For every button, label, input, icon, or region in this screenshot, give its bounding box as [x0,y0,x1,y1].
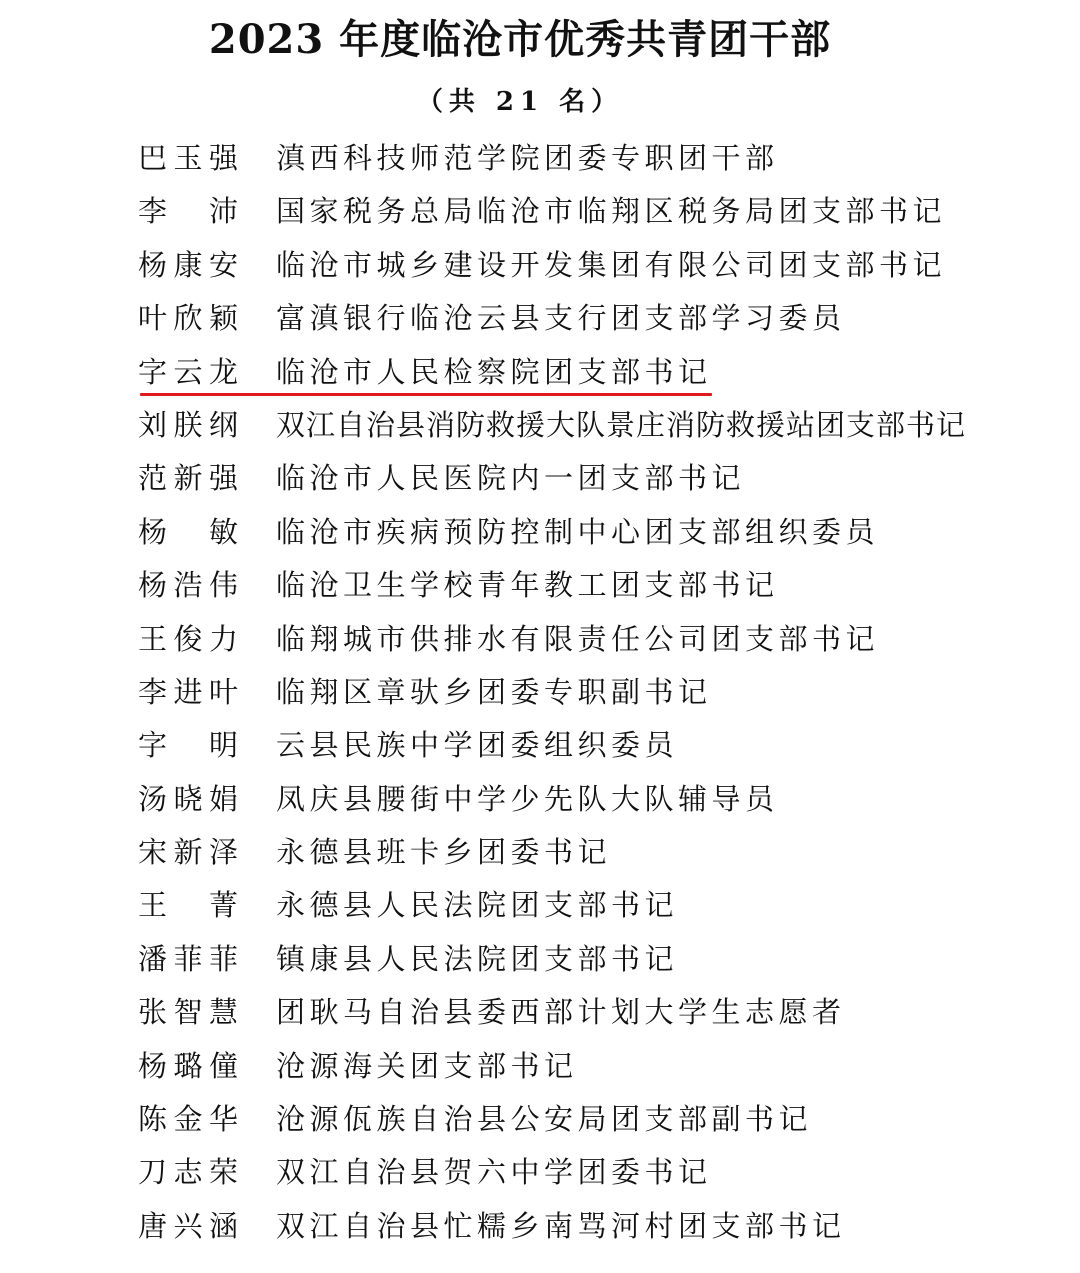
list-item [138,986,1038,1039]
list-item [138,879,1038,932]
document-title: 2023 年度临沧市优秀共青团干部 [208,16,832,63]
honoree-unit: 临沧市人民检察院团支部书记 [276,354,712,389]
honoree-list [138,132,1038,1253]
honoree-unit: 双江自治县贺六中学团委书记 [276,1155,712,1190]
list-item [138,1146,1038,1199]
honoree-unit: 临翔城市供排水有限责任公司团支部书记 [276,621,880,656]
list-item [138,185,1038,238]
list-item [138,613,1038,666]
honoree-name: 杨浩伟 [138,568,238,603]
honoree-unit: 临沧市城乡建设开发集团有限公司团支部书记 [276,247,947,282]
honoree-name: 张智慧 [138,995,238,1030]
list-item [138,559,1038,612]
honoree-unit: 双江自治县消防救援大队景庄消防救援站团支部书记 [276,407,967,442]
honoree-name: 杨敏 [138,514,238,549]
honoree-name: 李沛 [138,194,238,229]
list-item [138,933,1038,986]
list-item [138,292,1038,345]
highlight-underline [140,393,712,396]
list-item [138,1200,1038,1253]
honoree-unit: 沧源海关团支部书记 [276,1048,578,1083]
list-item [138,719,1038,772]
list-item [138,773,1038,826]
honoree-name: 范新强 [138,461,238,496]
honoree-unit: 凤庆县腰街中学少先队大队辅导员 [276,781,779,816]
honoree-unit: 沧源佤族自治县公安局团支部副书记 [276,1102,813,1137]
list-item [138,452,1038,505]
honoree-unit: 云县民族中学团委组织委员 [276,728,679,763]
honoree-name: 刀志荣 [138,1155,238,1190]
honoree-unit: 临沧市疾病预防控制中心团支部组织委员 [276,514,880,549]
honoree-name: 汤晓娟 [138,781,238,816]
honoree-name: 潘菲菲 [138,941,238,976]
list-item [138,1093,1038,1146]
honoree-name: 巴玉强 [138,141,238,175]
honoree-name: 杨康安 [138,247,238,282]
honoree-unit: 国家税务总局临沧市临翔区税务局团支部书记 [276,194,947,229]
list-item [138,239,1038,292]
honoree-name: 字云龙 [138,354,238,389]
honoree-name: 杨璐僮 [138,1048,238,1083]
honoree-unit: 永德县人民法院团支部书记 [276,888,679,923]
honoree-unit: 临翔区章驮乡团委专职副书记 [276,674,712,709]
list-item-highlighted [138,346,1038,399]
list-item [138,132,1038,185]
honoree-unit: 永德县班卡乡团委书记 [276,835,612,870]
list-item [138,666,1038,719]
list-item [138,1040,1038,1093]
list-item [138,826,1038,879]
honoree-name: 李进叶 [138,674,238,709]
honoree-name: 王菁 [138,888,238,923]
honoree-name: 王俊力 [138,621,238,656]
honoree-name: 刘朕纲 [138,407,238,442]
honoree-unit: 临沧市人民医院内一团支部书记 [276,461,746,496]
honoree-name: 宋新泽 [138,835,238,870]
honoree-unit: 团耿马自治县委西部计划大学生志愿者 [276,995,846,1030]
list-item [138,506,1038,559]
document-subtitle: （共 21 名） [416,87,624,117]
honoree-unit: 双江自治县忙糯乡南骂河村团支部书记 [276,1208,846,1243]
honoree-unit: 滇西科技师范学院团委专职团干部 [276,141,779,175]
honoree-name: 叶欣颖 [138,301,238,336]
honoree-unit: 镇康县人民法院团支部书记 [276,941,679,976]
honoree-unit: 富滇银行临沧云县支行团支部学习委员 [276,301,846,336]
honoree-name: 唐兴涵 [138,1208,238,1243]
list-item [138,399,1038,452]
honoree-name: 陈金华 [138,1102,238,1137]
honoree-name: 字明 [138,728,238,763]
honoree-unit: 临沧卫生学校青年教工团支部书记 [276,568,779,603]
